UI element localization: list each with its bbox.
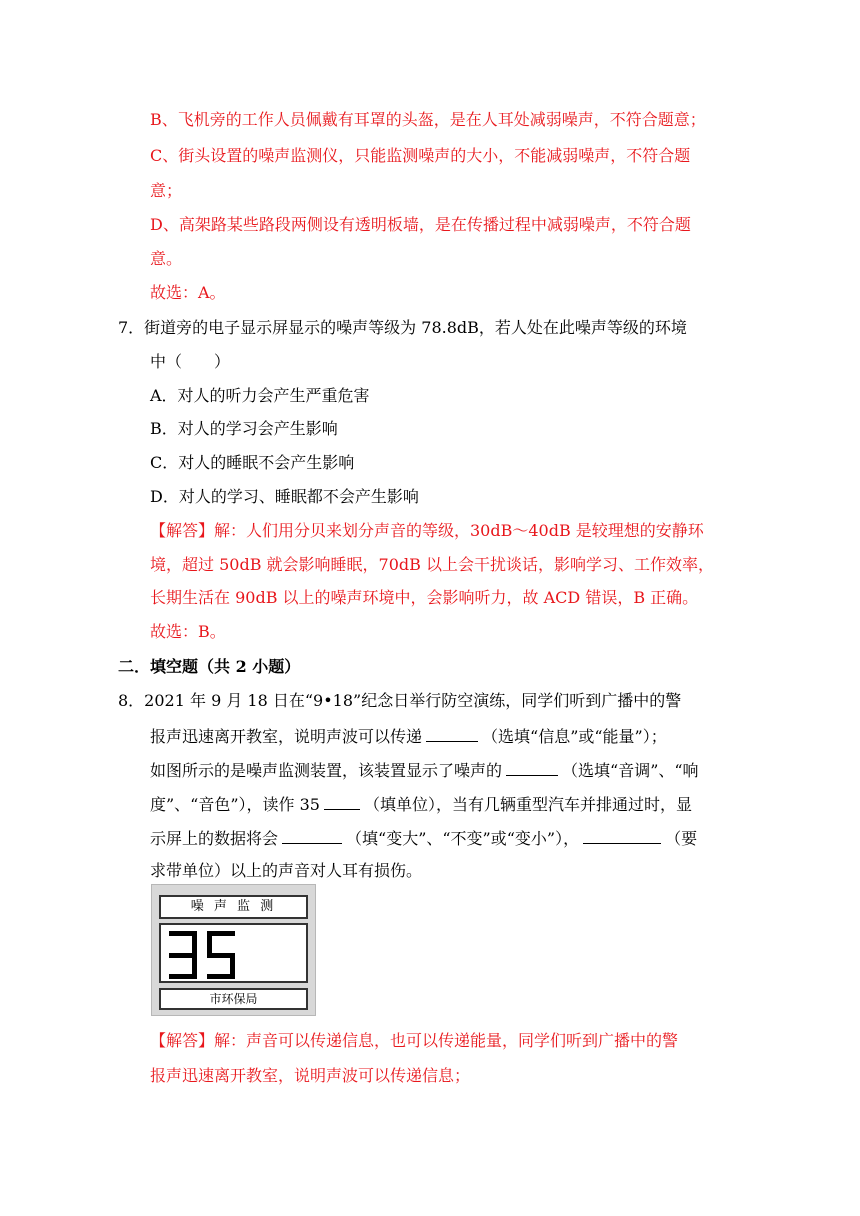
- q8-line6: 求带单位）以上的声音对人耳有损伤。: [150, 861, 423, 880]
- q8-line3-text-a: 如图所示的是噪声监测装置，该装置显示了噪声的: [150, 761, 503, 780]
- solution-line-c1: C、街头设置的噪声监测仪，只能监测噪声的大小，不能减弱噪声，不符合题: [150, 146, 691, 165]
- q8-line2-text-b: （选填“信息”或“能量”）；: [482, 727, 667, 746]
- q8-line4: [150, 793, 750, 815]
- q8-line3: [150, 759, 750, 781]
- solution-line-b: B、飞机旁的工作人员佩戴有耳罩的头盔，是在人耳处减弱噪声，不符合题意；: [150, 110, 706, 129]
- solution-line-d2: 意。: [150, 249, 183, 268]
- q8-line4-text-a: 度”、“音色”），读作 35: [150, 795, 320, 814]
- digit-segment: [192, 931, 197, 955]
- q7-option-b: B．对人的学习会产生影响: [150, 419, 338, 438]
- q8-line5-text-b: （填“变大”、“不变”或“变小”），: [346, 829, 580, 848]
- q8-line5-text-c: （要: [665, 829, 698, 848]
- q7-stem-line1: 7．街道旁的电子显示屏显示的噪声等级为 78.8dB，若人处在此噪声等级的环境: [118, 318, 687, 337]
- q8-line5-text-a: 示屏上的数据将会: [150, 829, 279, 848]
- q7-choice: 故选：B。: [150, 622, 226, 641]
- blank-2[interactable]: [506, 759, 558, 776]
- reading-digit-3: [169, 931, 197, 979]
- q8-line1: 8．2021 年 9 月 18 日在“9•18”纪念日举行防空演练，同学们听到广播中的警: [118, 691, 682, 710]
- solution-choice: 故选：A。: [150, 283, 226, 302]
- noise-monitor-figure: [151, 884, 316, 1016]
- blank-4[interactable]: [282, 827, 342, 844]
- digit-segment: [169, 974, 197, 979]
- q7-option-c: C．对人的睡眠不会产生影响: [150, 453, 355, 472]
- q8-line2-text-a: 报声迅速离开教室，说明声波可以传递: [150, 727, 423, 746]
- q8-line4-text-b: （填单位），当有几辆重型汽车并排通过时，显: [364, 795, 693, 814]
- blank-1[interactable]: [426, 725, 478, 742]
- q7-answer-line1: 【解答】解：人们用分贝来划分声音的等级，30dB～40dB 是较理想的安静环: [150, 521, 704, 540]
- q7-stem-line2: 中（ ）: [150, 352, 231, 371]
- monitor-footer: 市环保局: [159, 988, 308, 1010]
- blank-3[interactable]: [324, 793, 360, 810]
- q7-option-a: A．对人的听力会产生严重危害: [150, 386, 370, 405]
- reading-digit-5: [207, 931, 235, 979]
- monitor-header: 噪 声 监 测: [159, 895, 308, 919]
- q7-option-d: D．对人的学习、睡眠都不会产生影响: [150, 487, 419, 506]
- digit-segment: [207, 974, 235, 979]
- q8-answer-line1: 【解答】解：声音可以传递信息，也可以传递能量，同学们听到广播中的警: [150, 1031, 679, 1050]
- solution-line-c2: 意；: [150, 181, 183, 200]
- solution-line-d1: D、高架路某些路段两侧设有透明板墙，是在传播过程中减弱噪声，不符合题: [150, 215, 691, 234]
- q8-line5: [150, 827, 750, 849]
- q8-line2: [150, 725, 750, 747]
- digit-segment: [207, 931, 212, 955]
- blank-5[interactable]: [583, 827, 661, 844]
- q8-answer-line2: 报声迅速离开教室，说明声波可以传递信息；: [150, 1066, 471, 1085]
- q8-line3-text-b: （选填“音调”、“响: [562, 761, 699, 780]
- q7-answer-line2: 境，超过 50dB 就会影响睡眠，70dB 以上会干扰谈话，影响学习、工作效率，: [150, 555, 714, 574]
- section-title: 二．填空题（共 2 小题）: [118, 657, 301, 676]
- monitor-screen: [159, 923, 308, 983]
- q7-answer-line3: 长期生活在 90dB 以上的噪声环境中，会影响听力，故 ACD 错误，B 正确。: [150, 588, 699, 607]
